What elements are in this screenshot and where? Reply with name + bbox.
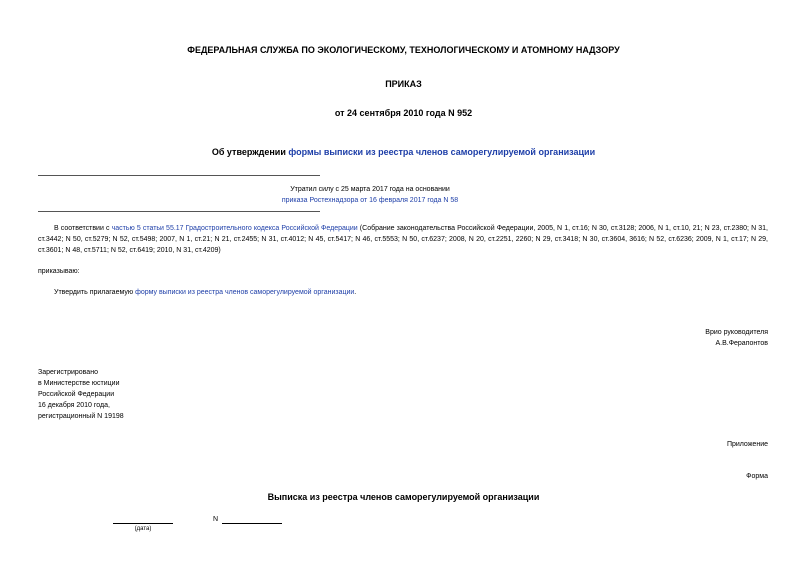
title-link[interactable]: формы выписки из реестра членов саморегулируемой организации (288, 147, 596, 157)
registration-line: в Министерстве юстиции (38, 380, 120, 387)
preamble-paragraph (38, 223, 768, 256)
signature-position: Врио руководителя (705, 329, 768, 336)
registration-line: регистрационный N 19198 (38, 413, 124, 420)
registration-line: Российской Федерации (38, 391, 115, 398)
title-prefix: Об утверждении (211, 147, 289, 157)
date-field-line (113, 523, 173, 524)
document-title (0, 147, 807, 157)
status-note-line1: Утратил силу с 25 марта 2017 года на основании (290, 186, 450, 193)
approve-suffix: . (354, 289, 357, 296)
order-word: приказываю: (38, 268, 80, 275)
form-title: Выписка из реестра членов саморегулируемой организации (267, 492, 540, 502)
document-date: от 24 сентября 2010 года N 952 (334, 108, 473, 118)
agency-name: ФЕДЕРАЛЬНАЯ СЛУЖБА ПО ЭКОЛОГИЧЕСКОМУ, ТЕХНОЛОГИЧЕСКОМУ И АТОМНОМУ НАДЗОРУ (187, 45, 620, 55)
form-link[interactable]: форму выписки из реестра членов саморегулируемой организации (135, 289, 355, 296)
approve-prefix: Утвердить прилагаемую (54, 289, 136, 296)
date-caption: (дата) (134, 526, 152, 532)
preamble-citations: (Собрание законодательства Российской Федерации, 2005, N 1, ст.16; N 30, ст.3128; 2006, N 1, ст.10, 21; N 23, ст.2380; N 31, ст.3442; N 50, ст.5279; N 52, ст.5498; 2007, N 1, ст.21; N 21, ст.2455; N 31, ст.4012; N 45, ст.5417; N 46, ст.5553; N 50, ст.6237; 2008, N 20, ст.2251, 2260; N 29, ст.3418; N 30, ст.3604, 3616; N 52, ст.6236; 2009, N 1, ст.17; N 29, ст.3601; N 48, ст.5711; N 52, ст.6419; 2010, N 31, ст.4209) (38, 225, 769, 254)
signature-name: А.В.Ферапонтов (715, 340, 768, 347)
document-type: ПРИКАЗ (385, 79, 422, 89)
divider-bottom (38, 211, 320, 212)
registration-block (38, 367, 124, 422)
registration-line: 16 декабря 2010 года, (38, 402, 110, 409)
number-label: N (213, 516, 219, 523)
approve-paragraph (54, 287, 356, 298)
form-label: Форма (746, 473, 768, 480)
registration-line: Зарегистрировано (38, 369, 98, 376)
divider-top (38, 175, 320, 176)
appendix-label: Приложение (726, 441, 768, 448)
code-article-link[interactable]: частью 5 статьи 55.17 Градостроительного кодекса Российской Федерации (111, 225, 358, 232)
number-field-line (222, 523, 282, 524)
preamble-prefix: В соответствии с (54, 225, 112, 232)
status-note-link[interactable]: приказа Ростехнадзора от 16 февраля 2017 года N 58 (281, 197, 459, 204)
